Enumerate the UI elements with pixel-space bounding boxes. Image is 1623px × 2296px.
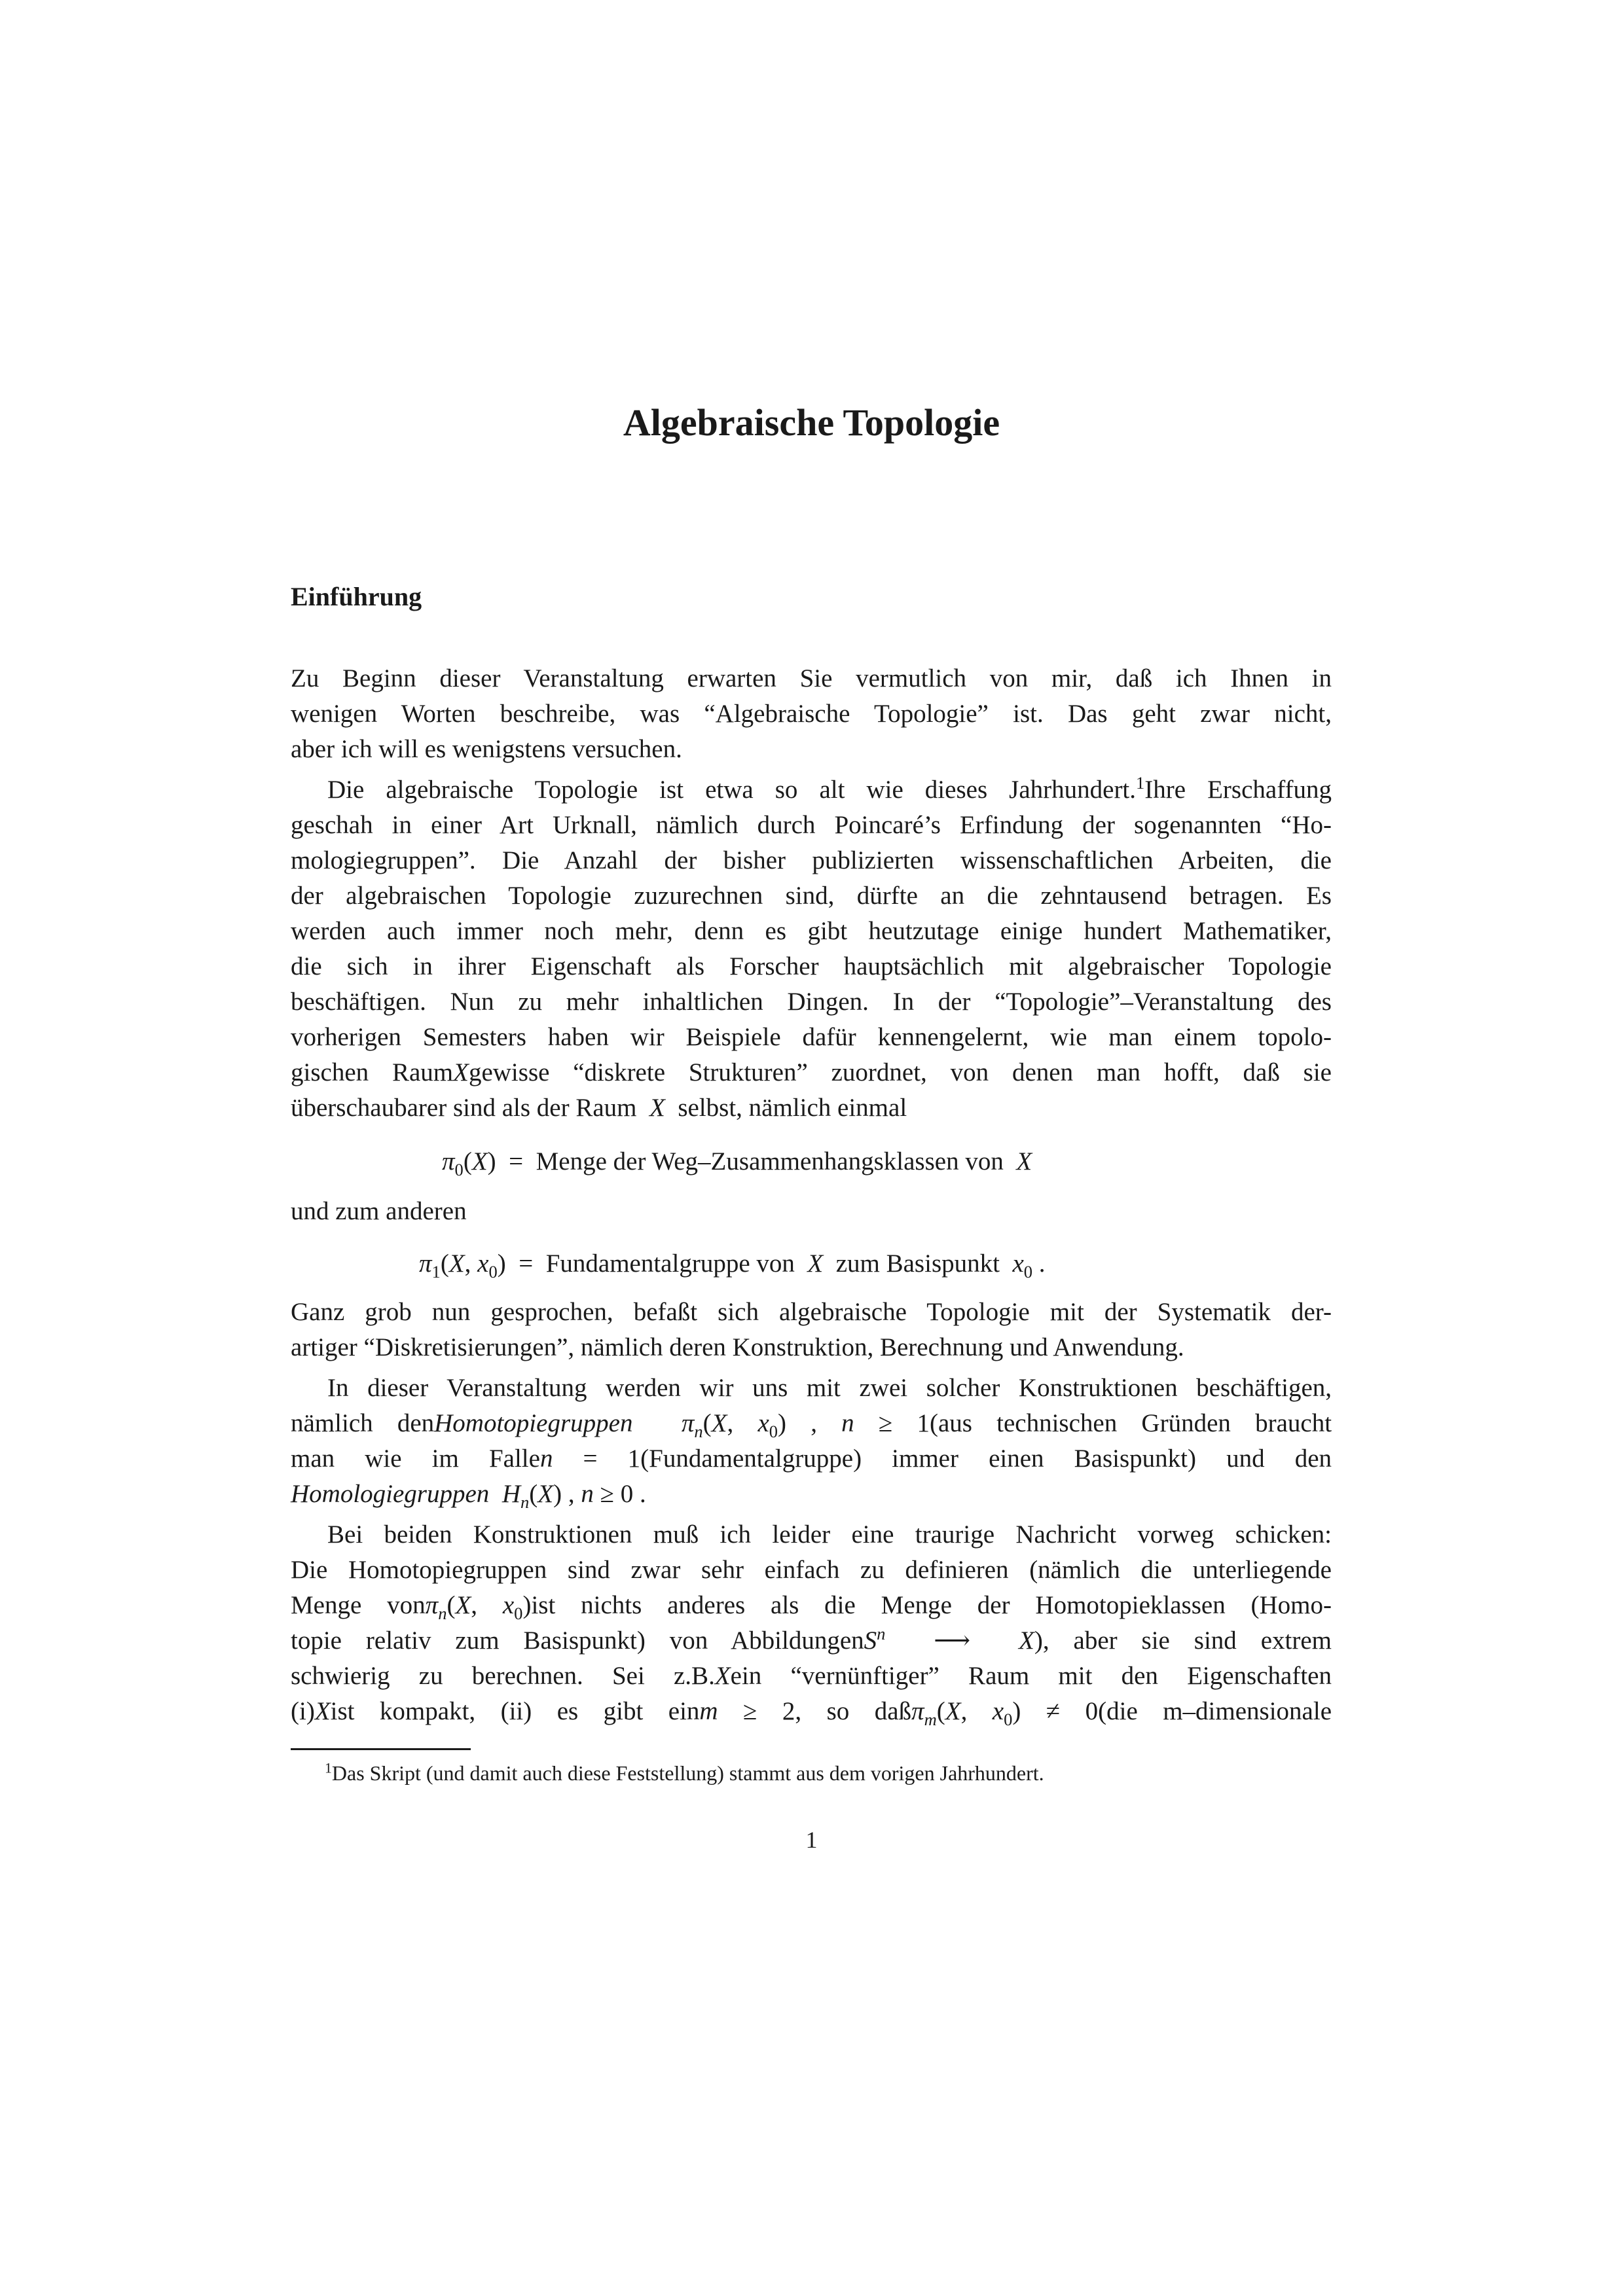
text-span: n = 1: [539, 1444, 641, 1473]
text-line: artiger “Diskretisierungen”, nämlich deren Konstruktion, Berechnung und Anwendung.: [291, 1333, 1184, 1361]
text-line: überschaubarer sind als der Raum X selbst, nämlich einmal: [291, 1094, 907, 1122]
text-line: Homologiegruppen $H_n(X)$ , n ≥ 0 .: [291, 1480, 646, 1512]
text-line: (i)Xist kompakt, (ii) es gibt einm ≥ 2, so daßπ$_m$(X, $x_0) \ne 0(die$ m–dimensionale: [291, 1697, 1332, 1729]
formula-pi0: $\pi_0(X)$ = Menge der Weg–Zusammenhangsklassen von X: [442, 1147, 1032, 1179]
footnote-text: Das Skript (und damit auch diese Feststellung) stammt aus dem vorigen Jahrhundert.: [331, 1761, 1044, 1785]
page-title: Algebraische Topologie: [623, 401, 1000, 444]
text-line: topie relativ zum Basispunkt) von AbbildungenS$^n$ ⟶ X), aber sie sind extrem: [291, 1624, 1332, 1655]
text-line: Die Homotopiegruppen sind zwar sehr einfach zu definieren (nämlich die unterliegende: [291, 1556, 1332, 1584]
math-span: $\pi_n(X$, $x_0$): [425, 1591, 532, 1623]
math-symbol: X: [453, 1058, 469, 1086]
text-line: geschah in einer Art Urknall, nämlich durch Poincaré’s Erfindung der sogenannten “Ho-: [291, 811, 1332, 839]
math-span: $\pi_m(X$, $x_0) \ne 0$: [911, 1697, 1099, 1729]
text-line: nämlich denHomotopiegruppen $\pi_n(X$, $x_0$) , n ≥ 1(aus technischen Gründen braucht: [291, 1409, 1332, 1441]
text-line: Zu Beginn dieser Veranstaltung erwarten Sie vermutlich von mir, daß ich Ihnen in: [291, 664, 1332, 692]
math-symbol: X: [714, 1662, 731, 1690]
math-symbol: X: [649, 1094, 665, 1122]
section-heading: Einführung: [291, 582, 422, 611]
text-line: [327, 772, 1332, 808]
text-line: aber ich will es wenigstens versuchen.: [291, 735, 682, 763]
math-symbol: X: [314, 1697, 331, 1725]
text-line: mologiegruppen”. Die Anzahl der bisher publizierten wissenschaftlichen Arbeiten, die: [291, 846, 1332, 874]
text-span: Homotopiegruppen $\pi_n(X$, $x_0$) , n ≥ 1: [434, 1409, 930, 1441]
math-span: m ≥ 2: [699, 1697, 795, 1725]
text-line: vorherigen Semesters haben wir Beispiele dafür kennengelernt, wie man einem topolo-: [291, 1023, 1332, 1051]
text-line: man wie im Fallen = 1(Fundamentalgruppe) immer einen Basispunkt) und den: [291, 1444, 1332, 1473]
text-line: beschäftigen. Nun zu mehr inhaltlichen Dingen. In der “Topologie”–Veranstaltung des: [291, 988, 1332, 1016]
footnote-reference: 1: [1136, 773, 1145, 793]
text-line: schwierig zu berechnen. Sei z.B.Xein “vernünftiger” Raum mit den Eigenschaften: [291, 1662, 1332, 1690]
text-line: In dieser Veranstaltung werden wir uns mit zwei solcher Konstruktionen beschäftigen,: [327, 1374, 1332, 1402]
formula-pi1: $\pi_1(X$, $x_0$) = Fundamentalgruppe von X zum Basispunkt $x_0$ .: [419, 1249, 1046, 1282]
text-line: Menge vonπ$_n$(X, $x_0)ist$ nichts anderes als die Menge der Homotopieklassen (Homo-: [291, 1591, 1332, 1623]
text-line: Bei beiden Konstruktionen muß ich leider eine traurige Nachricht vorweg schicken:: [327, 1520, 1332, 1549]
footnote-rule: [291, 1748, 471, 1750]
text-line: die sich in ihrer Eigenschaft als Forscher hauptsächlich mit algebraischer Topologie: [291, 952, 1332, 980]
math-span: $S^n$ ⟶ X): [864, 1624, 1043, 1655]
text-span: Die algebraische Topologie ist etwa so alt wie dieses Jahrhundert.$^1$: [327, 773, 1145, 804]
footnote: [325, 1759, 1044, 1787]
text-line: werden auch immer noch mehr, denn es gibt heutzutage einige hundert Mathematiker,: [291, 917, 1332, 945]
text-line: gischen RaumXgewisse “diskrete Strukturen” zuordnet, von denen man hofft, daß sie: [291, 1058, 1332, 1086]
text-line: wenigen Worten beschreibe, was “Algebraische Topologie” ist. Das geht zwar nicht,: [291, 700, 1332, 728]
text-line: Ganz grob nun gesprochen, befaßt sich algebraische Topologie mit der Systematik der-: [291, 1298, 1332, 1326]
text-line: und zum anderen: [291, 1197, 467, 1225]
text-line: der algebraischen Topologie zuzurechnen sind, dürfte an die zehntausend betragen. Es: [291, 882, 1332, 910]
text-span: Ihre Erschaffung: [1144, 776, 1332, 804]
footnote-mark: 1: [325, 1760, 332, 1776]
page-number: 1: [805, 1827, 818, 1853]
